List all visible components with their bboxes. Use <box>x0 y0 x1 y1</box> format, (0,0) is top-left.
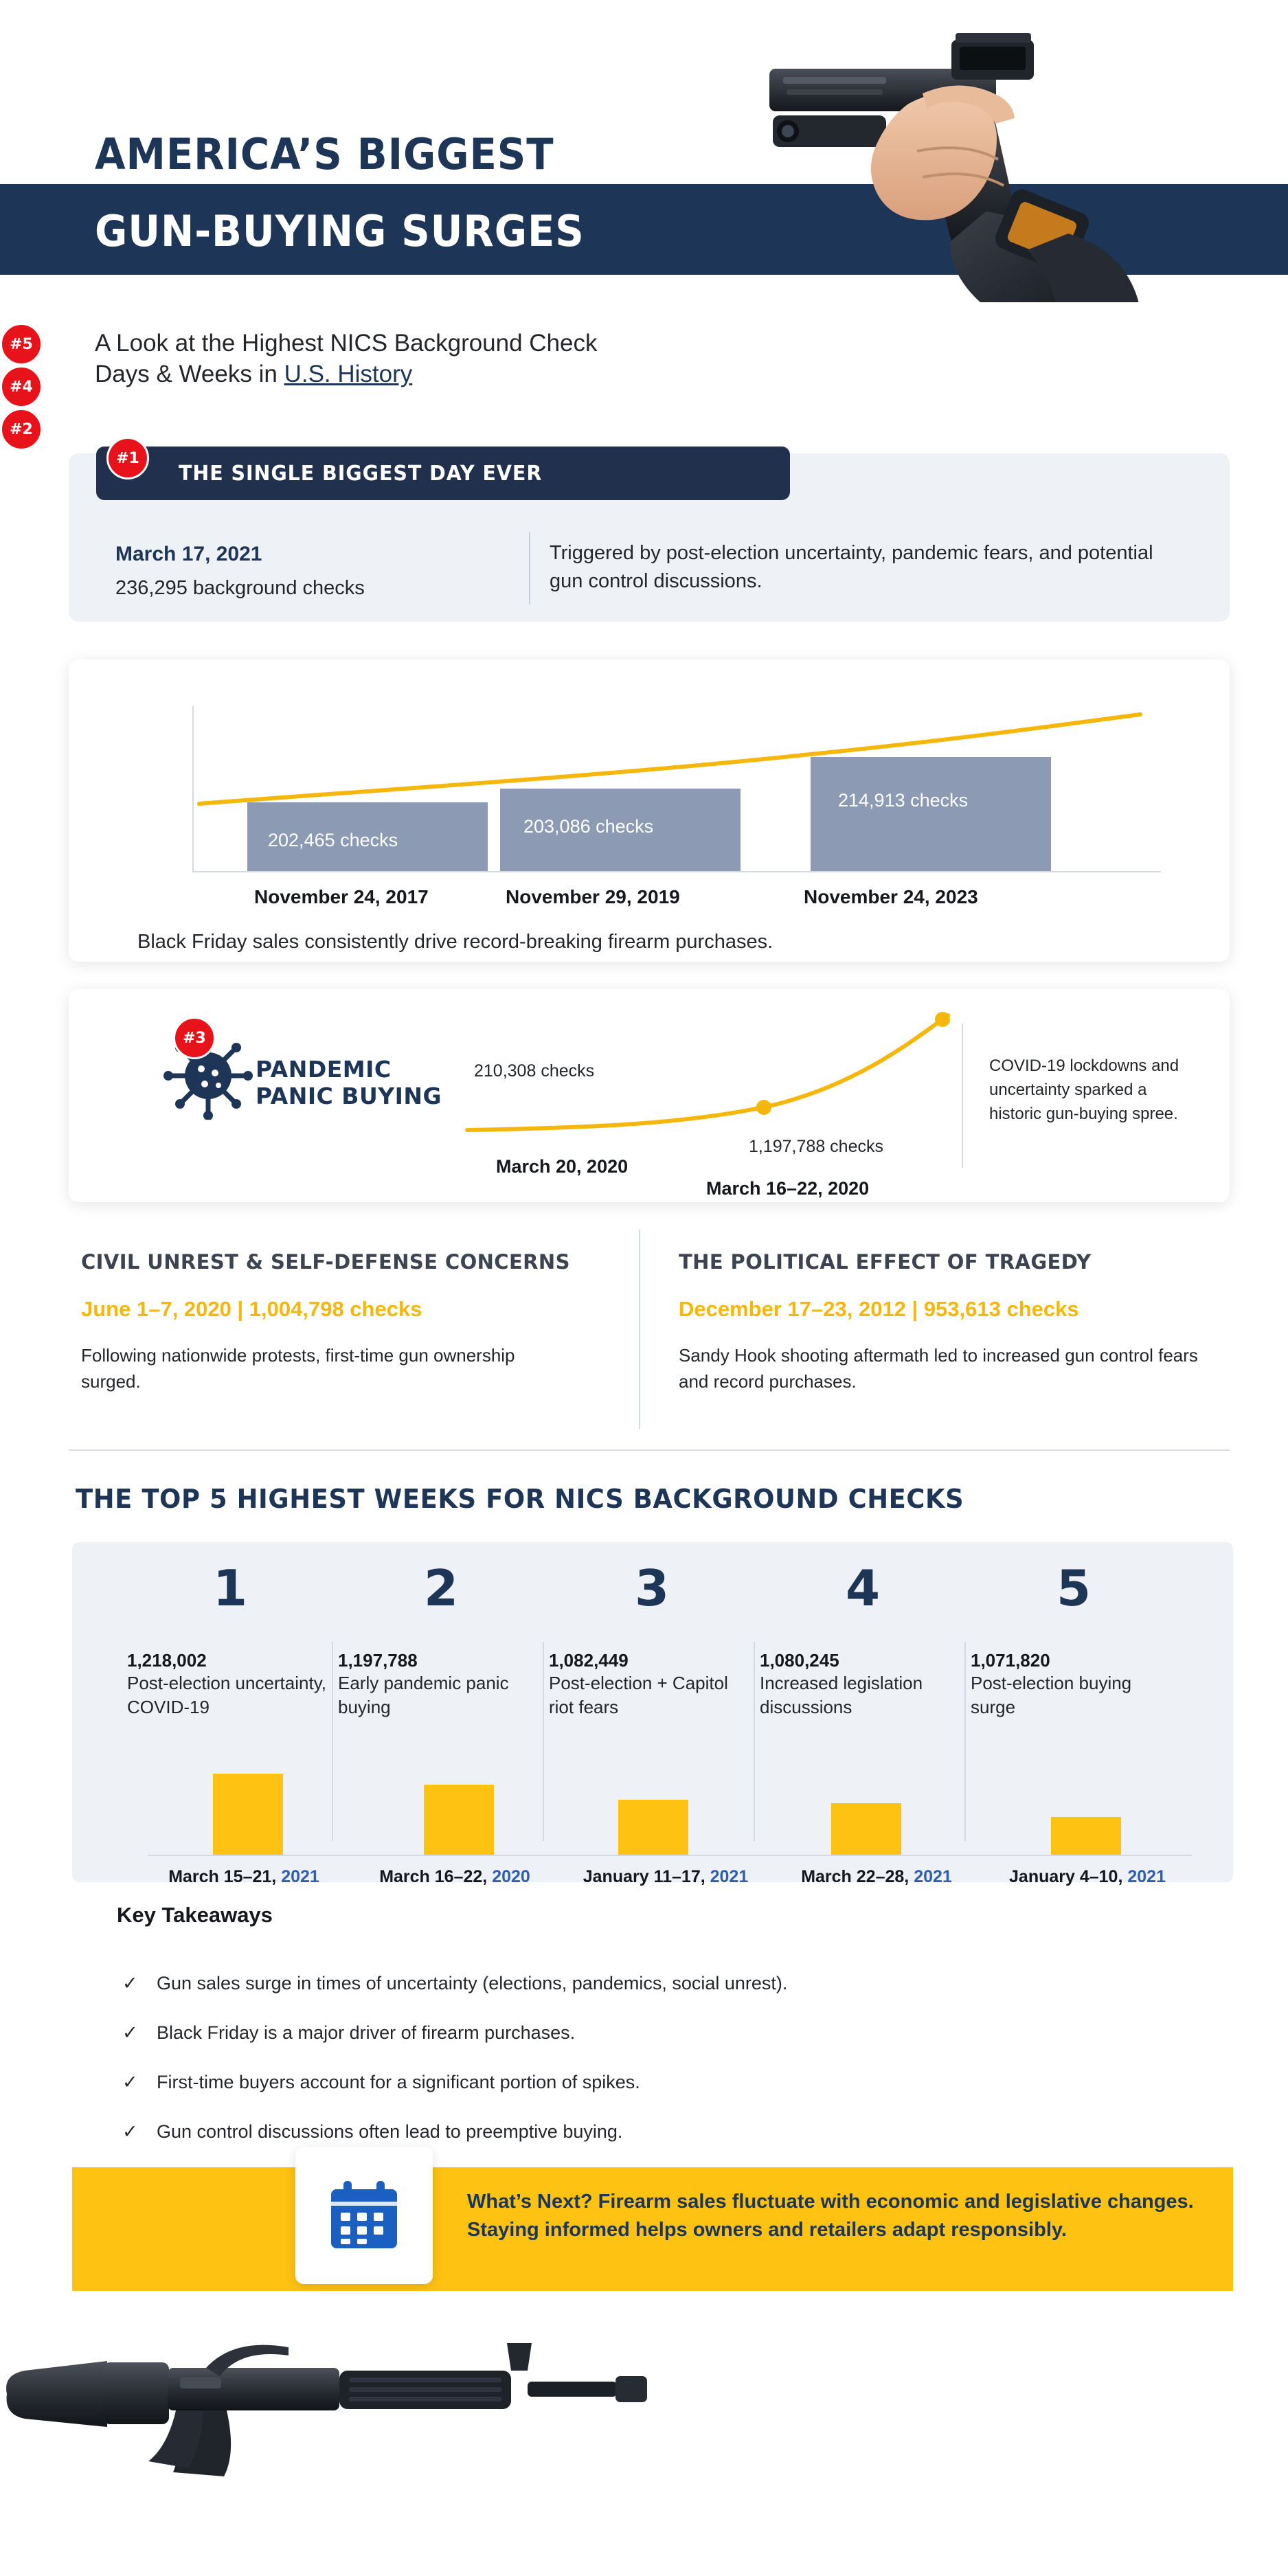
top5-desc-2: Early pandemic panic buying <box>338 1673 509 1717</box>
top5-date-1-main: March 15–21, <box>168 1867 282 1886</box>
top5-bar-2 <box>424 1785 494 1855</box>
rifle-photo <box>0 2325 811 2531</box>
page-title-line1: AMERICA’S BIGGEST <box>95 129 554 179</box>
subtitle-line1: A Look at the Highest NICS Background Check <box>95 330 598 357</box>
top5-bar-5 <box>1051 1817 1121 1855</box>
top5-desc-4: Increased legislation discussions <box>760 1673 923 1717</box>
top5-number-2: 1,197,788 <box>338 1650 418 1671</box>
pandemic-title-line1: PANDEMIC <box>256 1056 392 1083</box>
top5-number-3: 1,082,449 <box>549 1650 629 1671</box>
pandemic-point2-label: 1,197,788 checks <box>749 1137 883 1156</box>
bf-bar-3-label: 214,913 checks <box>838 790 969 811</box>
subtitle-link-us-history[interactable]: U.S. History <box>284 360 413 387</box>
bf-date-1: November 24, 2017 <box>254 886 429 907</box>
top5-number-1: 1,218,002 <box>127 1650 207 1671</box>
top5-bar-3 <box>618 1800 688 1855</box>
takeaway-item-4: Gun control discussions often lead to preemptive buying. <box>157 2121 623 2142</box>
bf-bar-2-label: 203,086 checks <box>523 816 654 837</box>
pandemic-line-chart <box>453 1010 962 1168</box>
rank-badge-2: #2 <box>0 408 43 451</box>
column-1-description: Following nationwide protests, first-time gun ownership surged. <box>81 1345 515 1392</box>
top5-desc-1: Post-election uncertainty, COVID-19 <box>127 1673 326 1717</box>
subtitle-line2-prefix: Days & Weeks in <box>95 360 284 387</box>
top5-desc-3: Post-election + Capitol riot fears <box>549 1673 728 1717</box>
top5-item-2 <box>338 1559 544 1719</box>
top5-date-3 <box>563 1867 769 1887</box>
top5-rank-2: 2 <box>423 1559 459 1617</box>
column-2-heading: THE POLITICAL EFFECT OF TRAGEDY <box>679 1250 1092 1274</box>
black-friday-note: Black Friday sales consistently drive record-breaking firearm purchases. <box>137 931 773 953</box>
page-title-line2: GUN-BUYING SURGES <box>95 206 585 256</box>
top5-item-4 <box>760 1559 966 1719</box>
rank-badge-3: #3 <box>173 1017 216 1059</box>
takeaway-item-1: Gun sales surge in times of uncertainty (elections, pandemics, social unrest). <box>157 1973 788 1993</box>
biggest-day-banner <box>96 447 790 500</box>
biggest-day-date: March 17, 2021 <box>115 543 262 565</box>
top5-date-2-year: 2020 <box>492 1867 530 1886</box>
top5-heading: THE TOP 5 HIGHEST WEEKS FOR NICS BACKGROUND CHECKS <box>76 1484 964 1514</box>
bf-date-2: November 29, 2019 <box>506 886 680 907</box>
column-1-stat: June 1–7, 2020 | 1,004,798 checks <box>81 1297 422 1321</box>
pandemic-point1-label: 210,308 checks <box>474 1061 595 1081</box>
biggest-day-checks: 236,295 background checks <box>115 577 365 599</box>
pandemic-divider <box>962 1024 963 1168</box>
biggest-day-description: Triggered by post-election uncertainty, pandemic fears, and potential gun control discussions. <box>550 542 1153 593</box>
column-1-heading: CIVIL UNREST & SELF-DEFENSE CONCERNS <box>81 1250 570 1274</box>
top5-item-1 <box>127 1559 333 1719</box>
top5-bar-4 <box>831 1803 901 1855</box>
top5-desc-5: Post-election buying surge <box>971 1673 1132 1717</box>
takeaway-check-4: ✓ <box>122 2121 138 2142</box>
rank-badge-1: #1 <box>106 437 149 479</box>
page-subtitle <box>95 328 795 390</box>
top5-date-1 <box>141 1867 347 1887</box>
bf-date-3: November 24, 2023 <box>804 886 978 907</box>
calendar-icon <box>323 2174 405 2257</box>
top5-rank-3: 3 <box>634 1559 670 1617</box>
top5-bar-1 <box>213 1774 283 1855</box>
top5-number-4: 1,080,245 <box>760 1650 839 1671</box>
rank-badge-4: #4 <box>0 365 43 408</box>
takeaway-item-3: First-time buyers account for a significant portion of spikes. <box>157 2072 640 2092</box>
top5-date-2 <box>352 1867 558 1887</box>
top5-rank-4: 4 <box>845 1559 881 1617</box>
hero-section <box>0 0 1288 323</box>
pandemic-point1-date: March 20, 2020 <box>496 1156 629 1177</box>
top5-date-5-main: January 4–10, <box>1009 1867 1128 1886</box>
footer-section <box>0 2325 1288 2576</box>
top5-date-2-main: March 16–22, <box>379 1867 493 1886</box>
top5-item-5 <box>971 1559 1177 1719</box>
handgun-photo <box>745 27 1288 295</box>
columns-divider <box>639 1230 640 1429</box>
top5-rank-1: 1 <box>212 1559 248 1617</box>
takeaway-check-2: ✓ <box>122 2022 138 2043</box>
pandemic-title <box>256 1057 455 1110</box>
rank-badge-5: #5 <box>0 323 43 365</box>
takeaway-check-3: ✓ <box>122 2072 138 2092</box>
top5-number-5: 1,071,820 <box>971 1650 1050 1671</box>
section-rule <box>69 1449 1230 1451</box>
biggest-day-banner-label: THE SINGLE BIGGEST DAY EVER <box>179 462 543 486</box>
top5-date-4-main: March 22–28, <box>801 1867 914 1886</box>
pandemic-point2-date: March 16–22, 2020 <box>706 1178 870 1199</box>
takeaways-heading: Key Takeaways <box>117 1903 273 1927</box>
top5-date-4-year: 2021 <box>914 1867 952 1886</box>
top5-date-5-year: 2021 <box>1127 1867 1166 1886</box>
pandemic-description: COVID-19 lockdowns and uncertainty sparked a historic gun-buying spree. <box>989 1057 1179 1123</box>
bf-bar-1-label: 202,465 checks <box>268 830 398 850</box>
top5-date-4 <box>773 1867 980 1887</box>
top5-date-3-year: 2021 <box>710 1867 749 1886</box>
top5-rank-5: 5 <box>1056 1559 1092 1617</box>
bf-bar-3 <box>811 757 1051 871</box>
pandemic-title-line2: PANIC BUYING <box>256 1082 442 1109</box>
takeaway-check-1: ✓ <box>122 1973 138 1993</box>
column-2-stat: December 17–23, 2012 | 953,613 checks <box>679 1297 1079 1321</box>
top5-x-axis <box>148 1855 1192 1856</box>
biggest-day-divider <box>529 532 530 605</box>
takeaway-item-2: Black Friday is a major driver of firearm purchases. <box>157 2022 576 2043</box>
top5-date-3-main: January 11–17, <box>583 1867 710 1886</box>
cta-text: What’s Next? Firearm sales fluctuate with economic and legislative changes. Staying informed helps owners and retailers adapt responsibly. <box>467 2191 1194 2241</box>
column-2-description: Sandy Hook shooting aftermath led to increased gun control fears and record purchases. <box>679 1345 1198 1392</box>
top5-date-1-year: 2021 <box>281 1867 319 1886</box>
top5-date-5 <box>984 1867 1190 1887</box>
top5-item-3 <box>549 1559 755 1719</box>
cta-icon-card <box>295 2147 433 2284</box>
